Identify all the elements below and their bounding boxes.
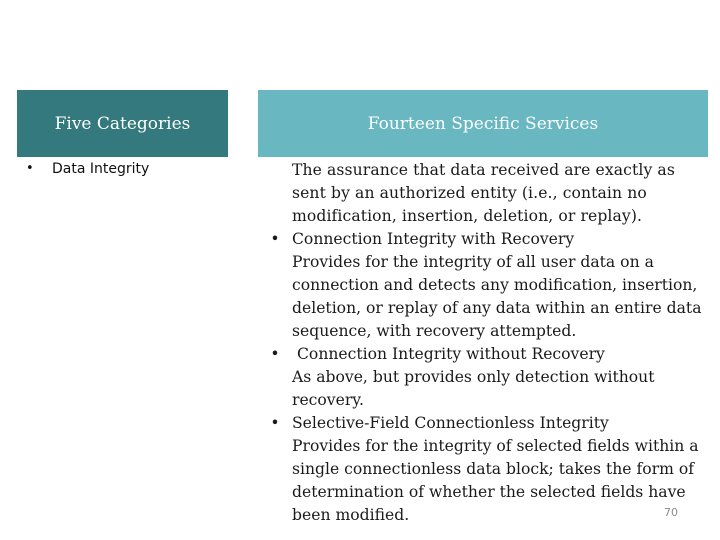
category-bullet: • bbox=[26, 161, 34, 176]
service-bullet: • bbox=[270, 230, 280, 248]
categories-header bbox=[17, 90, 228, 157]
services-header-title: Fourteen Specific Services bbox=[367, 113, 599, 134]
service-item bbox=[268, 228, 708, 343]
services-list bbox=[268, 159, 708, 527]
service-title: Connection Integrity without Recovery bbox=[297, 345, 605, 363]
service-item bbox=[268, 412, 708, 527]
services-header bbox=[258, 90, 708, 157]
service-title: Connection Integrity with Recovery bbox=[292, 230, 575, 248]
service-title: Selective-Field Connectionless Integrity bbox=[292, 414, 609, 432]
service-intro-text: The assurance that data received are exactly as sent by an authorized entity (i.e., contain no modification, insertion, deletion, or replay). bbox=[292, 161, 675, 225]
category-label: Data Integrity bbox=[52, 161, 150, 177]
categories-header-title: Five Categories bbox=[54, 113, 191, 134]
service-bullet: • bbox=[270, 414, 280, 432]
service-description: Provides for the integrity of all user data on a connection and detects any modification, insertion, deletion, or replay of any data within an entire data sequence, with recovery attempted. bbox=[292, 253, 702, 340]
service-item bbox=[268, 343, 708, 412]
service-intro bbox=[268, 159, 708, 228]
service-description: Provides for the integrity of selected fields within a single connectionless data block; takes the form of determination of whether the selected fields have been modified. bbox=[292, 437, 699, 524]
service-bullet: • bbox=[270, 345, 280, 363]
service-description: As above, but provides only detection without recovery. bbox=[292, 368, 655, 409]
page-number: 70 bbox=[664, 506, 678, 519]
